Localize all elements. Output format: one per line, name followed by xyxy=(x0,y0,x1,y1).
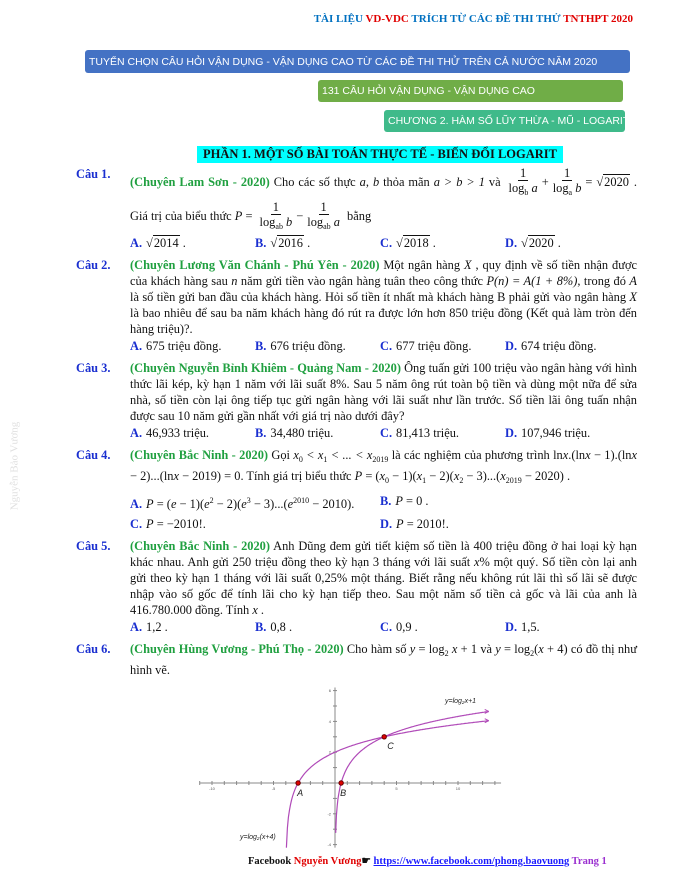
banner-collection-title: TUYỂN CHỌN CÂU HỎI VẬN DỤNG - VẬN DỤNG CAO TỪ CÁC ĐỀ THI THỬ TRÊN CẢ NƯỚC NĂM 2020 xyxy=(85,50,630,73)
text-segment: . Giá trị của biểu thức xyxy=(130,174,638,223)
answer-option-c[interactable] xyxy=(130,516,380,532)
math-segment: x xyxy=(500,469,506,483)
answer-row xyxy=(130,619,637,635)
math-segment: x xyxy=(474,555,480,569)
math-segment: P xyxy=(395,494,403,508)
answer-option-d[interactable] xyxy=(505,425,630,441)
math-segment: x xyxy=(562,448,569,462)
question-number: Câu 6. xyxy=(76,642,111,656)
text-segment: − 2010). xyxy=(309,497,355,511)
text-segment: . xyxy=(257,603,265,617)
fraction xyxy=(507,166,540,200)
answer-option-c[interactable] xyxy=(380,425,505,441)
answer-row xyxy=(130,425,637,441)
header-text-red: VD-VDC xyxy=(365,13,409,25)
text-segment: + 4) có đồ thị như hình vẽ. xyxy=(130,642,637,677)
radicand: 2014 xyxy=(153,236,179,250)
question-3 xyxy=(76,360,637,441)
text-segment: − 1)( xyxy=(176,497,205,511)
text-segment: Cho hàm số xyxy=(343,642,410,656)
text-segment: 1 xyxy=(272,200,279,214)
point-label: C xyxy=(387,740,394,751)
text-segment: 0,9 . xyxy=(396,620,418,634)
question-number: Câu 2. xyxy=(76,258,111,272)
text-segment: . xyxy=(303,236,311,250)
text-segment: % một quý. Số tiền còn lại anh gửi theo kỳ hạn 1 tháng với lãi suất 0,25% một tháng. Biết rằng nếu không rút lãi thì số lãi sẽ được nhập vào số gốc để tính lãi cho kỳ hạn tiếp theo. Sau một năm số tiền cả gốc và lãi của anh là 416.780.000 đồng. Tính xyxy=(130,555,637,617)
answer-row xyxy=(130,338,637,354)
radical-sign-icon: √ xyxy=(146,236,153,250)
answer-option-a[interactable] xyxy=(130,619,255,635)
math-segment: X xyxy=(629,290,637,304)
text-segment: . xyxy=(179,236,186,250)
y-tick-label: -4 xyxy=(327,842,331,848)
text-segment: Cho các số thực xyxy=(269,174,360,189)
text-segment: và xyxy=(484,174,505,189)
text-segment: , quy định về số tiền nhận được của khách hàng sau xyxy=(130,258,637,288)
question-6 xyxy=(76,641,637,678)
math-segment: < ... < x xyxy=(327,448,373,462)
math-segment: x xyxy=(453,469,460,483)
question-text xyxy=(130,257,637,337)
text-segment: 107,946 triệu. xyxy=(521,426,591,440)
question-number: Câu 4. xyxy=(76,448,111,462)
answer-label: D. xyxy=(380,517,393,531)
subscript: 0 xyxy=(385,476,390,485)
math-segment: A xyxy=(629,274,637,288)
subscript: a xyxy=(568,188,573,197)
denominator xyxy=(305,215,342,234)
superscript: 2010 xyxy=(293,496,310,505)
x-tick-label: 5 xyxy=(395,786,398,791)
question-list xyxy=(76,166,637,852)
answer-label: C. xyxy=(380,236,393,250)
footer-author: Nguyễn Vương xyxy=(293,856,362,867)
square-root xyxy=(146,235,180,251)
header-text: TÀI LIỆU xyxy=(313,13,366,25)
square-root xyxy=(270,235,304,251)
answer-label: C. xyxy=(130,517,143,531)
watermark: Nguyễn Bảo Vương xyxy=(8,421,21,511)
point-label: B xyxy=(340,788,347,798)
text-segment: Gọi xyxy=(268,448,294,462)
text-segment: năm gửi tiền vào ngân hàng tuân theo công thức xyxy=(237,274,487,288)
answer-option-d[interactable] xyxy=(380,516,630,532)
text-segment: = −2010!. xyxy=(153,517,206,531)
text-segment: − 3)...( xyxy=(463,469,501,483)
subscript: 1 xyxy=(323,455,328,464)
answer-option-d[interactable] xyxy=(505,338,630,354)
answer-label: D. xyxy=(505,339,518,353)
text-segment: − 2019) = 0. Tính giá trị biểu thức xyxy=(178,469,355,483)
text-segment: là bao nhiêu để sau ba năm khách hàng đó rút ra được lớn hơn 850 triệu đồng (Kết quả làm tròn đến hàng triệu)?. xyxy=(130,306,637,336)
math-segment: P xyxy=(146,517,154,531)
radical-sign-icon: √ xyxy=(270,236,278,250)
math-segment: n xyxy=(231,274,238,288)
subscript: ab xyxy=(323,222,331,231)
subscript: 2019 xyxy=(505,476,522,485)
question-2 xyxy=(76,257,637,354)
answer-row xyxy=(130,235,637,251)
math-segment: X xyxy=(464,258,472,272)
facebook-link[interactable]: https://www.facebook.com/phong.baovuong xyxy=(373,856,570,867)
text-segment: − 3)...( xyxy=(250,497,288,511)
answer-option-a[interactable] xyxy=(130,338,255,354)
answer-option-b[interactable] xyxy=(255,235,380,251)
math-segment: P xyxy=(354,469,363,483)
answer-label: D. xyxy=(505,426,518,440)
answer-option-a[interactable] xyxy=(130,493,380,512)
point-b xyxy=(339,781,343,785)
numerator xyxy=(271,200,281,215)
radicand: 2020 xyxy=(528,236,554,250)
y-tick-label: 6 xyxy=(328,688,331,694)
denominator xyxy=(551,181,584,200)
text-segment: 81,413 triệu. xyxy=(396,426,460,440)
fraction xyxy=(551,166,584,200)
math-segment: e xyxy=(241,497,247,511)
text-segment: = xyxy=(585,174,597,189)
text-segment: 1 xyxy=(320,200,327,214)
math-segment: x xyxy=(631,448,637,462)
math-segment: e xyxy=(287,497,294,511)
question-source: (Chuyên Bắc Ninh - 2020) xyxy=(130,539,270,553)
answer-label: A. xyxy=(130,236,143,250)
subscript: 0 xyxy=(298,455,303,464)
answer-label: B. xyxy=(380,494,392,508)
numerator xyxy=(562,166,572,181)
math-segment: P(n) = A(1 + 8%) xyxy=(486,274,578,288)
question-text xyxy=(130,538,637,618)
text-segment: 46,933 triệu. xyxy=(146,426,210,440)
superscript: 3 xyxy=(246,496,251,505)
text-segment: − 2)( xyxy=(426,469,454,483)
text-segment: + xyxy=(541,174,549,189)
text-segment: Anh Dũng đem gửi tiết kiệm số tiền là 400 triệu đồng ở hai loại kỳ hạn khác nhau. Anh gửi 250 triệu đồng theo kỳ hạn 3 tháng với lãi suất xyxy=(130,539,637,569)
answer-option-b[interactable] xyxy=(255,425,380,441)
math-segment: b xyxy=(282,215,293,229)
text-segment: 1 xyxy=(563,166,571,180)
text-segment: 0,8 . xyxy=(270,620,293,634)
answer-label: C. xyxy=(380,620,393,634)
text-segment: ( xyxy=(534,642,539,656)
answer-label: B. xyxy=(255,236,267,250)
text-segment: 675 triệu đồng. xyxy=(146,339,222,353)
text-segment: − 2)( xyxy=(213,497,242,511)
radical-sign-icon: √ xyxy=(521,236,528,250)
math-segment: P xyxy=(146,497,154,511)
radicand: 2020 xyxy=(604,174,629,189)
answer-row xyxy=(130,493,637,512)
pointing-hand-icon: ☛ xyxy=(361,856,374,867)
text-segment: Ông tuấn gửi 100 triệu vào ngân hàng với hình thức lãi kép, kỳ hạn 1 năm với lãi suất 8%. Sau 5 năm ông rút toàn bộ tiền và dùng một nữa để sửa nhà, số tiền còn lại ông tiếp tục gửi ngân hàng với lãi suất như lần trước. Số tiền lãi ông tuấn nhận được sau 10 năm gửi gần nhất với giá trị nào dưới đây? xyxy=(130,361,638,423)
question-number: Câu 1. xyxy=(76,167,111,181)
text-segment: + 1 và xyxy=(457,642,496,656)
text-segment: . xyxy=(429,236,436,250)
question-source: (Chuyên Lương Văn Chánh - Phú Yên - 2020) xyxy=(130,258,380,272)
math-segment: e xyxy=(170,497,177,511)
math-segment: x xyxy=(585,448,591,462)
numerator xyxy=(319,200,329,215)
math-segment: b xyxy=(572,181,582,195)
radical-sign-icon: √ xyxy=(396,236,403,250)
math-segment: y xyxy=(409,642,416,656)
answer-option-a[interactable] xyxy=(130,425,255,441)
point-a xyxy=(296,781,300,785)
answer-label: B. xyxy=(255,620,267,634)
math-segment: x xyxy=(379,469,386,483)
banner-question-count: 131 CÂU HỎI VẬN DỤNG - VẬN DỤNG CAO xyxy=(318,80,623,102)
denominator xyxy=(507,181,540,200)
numerator xyxy=(518,166,528,181)
answer-option-a[interactable] xyxy=(130,235,255,251)
log-graph-figure xyxy=(195,684,505,852)
y-tick-label: 2 xyxy=(328,749,331,755)
math-segment: x xyxy=(448,642,458,656)
text-segment: , trong đó xyxy=(577,274,630,288)
math-segment: a > b > 1 xyxy=(433,174,485,189)
question-text xyxy=(130,447,637,489)
text-segment: là số tiền gửi ban đầu của khách hàng. Hỏi số tiền ít nhất mà khách hàng B phải gửi vào ngân hàng xyxy=(130,290,630,304)
curve-label: y=log₂x+1 xyxy=(445,698,477,705)
text-segment: log xyxy=(552,181,569,195)
curve-log2x-plus-1 xyxy=(336,712,489,833)
subscript: 2 xyxy=(459,476,464,485)
answer-label: C. xyxy=(380,426,393,440)
document-header xyxy=(314,13,633,25)
answer-option-b[interactable] xyxy=(380,493,630,512)
math-segment: x xyxy=(538,642,544,656)
math-segment: x xyxy=(293,448,299,462)
answer-label: D. xyxy=(505,620,518,634)
math-segment: x xyxy=(252,603,258,617)
text-segment: log xyxy=(259,215,276,229)
page-number: Trang 1 xyxy=(569,856,607,867)
x-tick-label: -5 xyxy=(271,786,276,791)
math-segment: P xyxy=(234,208,243,223)
answer-option-d[interactable] xyxy=(505,235,630,251)
text-segment: = log xyxy=(500,642,531,656)
text-segment: log xyxy=(307,215,324,229)
square-root xyxy=(396,235,430,251)
banner-chapter: CHƯƠNG 2. HÀM SỐ LŨY THỪA - MŨ - LOGARIT xyxy=(384,110,625,132)
question-source: (Chuyên Bắc Ninh - 2020) xyxy=(130,448,269,462)
question-text xyxy=(130,360,637,424)
answer-label: A. xyxy=(130,620,143,634)
math-segment: b xyxy=(372,174,380,189)
text-segment: 1,5. xyxy=(521,620,540,634)
question-source: (Chuyên Hùng Vương - Phú Thọ - 2020) xyxy=(130,642,344,656)
subscript: 1 xyxy=(422,476,427,485)
answer-label: A. xyxy=(130,497,143,511)
question-text xyxy=(130,641,637,678)
text-segment: , xyxy=(365,174,373,189)
header-text-red: TNTHPT 2020 xyxy=(563,13,633,25)
math-segment: a xyxy=(359,174,366,189)
subscript: ab xyxy=(275,222,283,231)
text-segment: 1,2 . xyxy=(146,620,168,634)
question-source: (Chuyên Nguyễn Bỉnh Khiêm - Quảng Nam - 2020) xyxy=(130,361,401,375)
footer-label: Facebook xyxy=(248,856,294,867)
text-segment: = log xyxy=(415,642,445,656)
radicand: 2018 xyxy=(403,236,429,250)
answer-label: D. xyxy=(505,236,518,250)
point-label: A xyxy=(297,788,304,798)
math-segment: e xyxy=(204,497,210,511)
text-segment: = ( xyxy=(362,469,380,483)
math-segment: a xyxy=(330,215,340,229)
section-title: PHẦN 1. MỘT SỐ BÀI TOÁN THỰC TẾ - BIẾN ĐỔI LOGARIT xyxy=(197,146,563,163)
math-segment: a xyxy=(528,181,538,195)
x-tick-label: -10 xyxy=(209,786,215,791)
text-segment: log xyxy=(508,181,525,195)
question-4 xyxy=(76,447,637,532)
subscript: b xyxy=(524,188,529,197)
square-root xyxy=(596,174,630,190)
y-tick-label: 4 xyxy=(328,718,331,724)
math-segment: P xyxy=(396,517,404,531)
page-footer xyxy=(248,855,607,867)
text-segment: 676 triệu đồng. xyxy=(270,339,346,353)
square-root xyxy=(521,235,555,251)
math-segment: x xyxy=(173,469,179,483)
question-source: (Chuyên Lam Sơn - 2020) xyxy=(130,174,270,189)
radicand: 2016 xyxy=(278,236,303,250)
text-segment: = ( xyxy=(153,497,171,511)
subscript: 2019 xyxy=(372,455,389,464)
question-number: Câu 3. xyxy=(76,361,111,375)
header-text: TRÍCH TỪ CÁC ĐỀ THI THỬ xyxy=(408,13,564,25)
text-segment: . xyxy=(554,236,561,250)
text-segment: 674 triệu đồng. xyxy=(521,339,597,353)
text-segment: − xyxy=(296,208,304,223)
subscript: 2 xyxy=(444,649,449,658)
x-tick-label: 10 xyxy=(455,786,461,791)
text-segment: − 1)( xyxy=(389,469,417,483)
text-segment: là các nghiệm của phương trình ln xyxy=(388,448,563,462)
answer-label: B. xyxy=(255,339,267,353)
fraction xyxy=(305,200,342,234)
answer-option-d[interactable] xyxy=(505,619,630,635)
answer-option-b[interactable] xyxy=(255,338,380,354)
fraction xyxy=(258,200,295,234)
text-segment: = 0 . xyxy=(402,494,429,508)
answer-option-b[interactable] xyxy=(255,619,380,635)
denominator xyxy=(258,215,295,234)
text-segment: bằng xyxy=(343,208,372,223)
curve-label: y=log₂(x+4) xyxy=(240,834,276,841)
text-segment: 677 triệu đồng. xyxy=(396,339,472,353)
text-segment: .(ln xyxy=(568,448,586,462)
answer-label: B. xyxy=(255,426,267,440)
answer-label: A. xyxy=(130,426,143,440)
math-segment: y xyxy=(495,642,501,656)
answer-option-c[interactable] xyxy=(380,619,505,635)
answer-label: C. xyxy=(380,339,393,353)
text-segment: − 2)...(ln xyxy=(130,469,174,483)
answer-option-c[interactable] xyxy=(380,235,505,251)
text-segment: thỏa mãn xyxy=(379,174,434,189)
math-segment: < x xyxy=(302,448,324,462)
text-segment: 34,480 triệu. xyxy=(270,426,334,440)
radical-sign-icon: √ xyxy=(596,174,604,189)
question-5 xyxy=(76,538,637,635)
text-segment: − 1).(ln xyxy=(590,448,632,462)
question-1 xyxy=(76,166,637,251)
text-segment: Một ngân hàng xyxy=(379,258,464,272)
answer-label: A. xyxy=(130,339,143,353)
text-segment: − 2020) . xyxy=(521,469,571,483)
y-tick-label: -2 xyxy=(327,811,331,817)
text-segment: 1 xyxy=(520,166,527,180)
text-segment: = xyxy=(242,208,256,223)
answer-row xyxy=(130,516,637,532)
question-text xyxy=(130,166,637,234)
superscript: 2 xyxy=(209,496,214,505)
answer-option-c[interactable] xyxy=(380,338,505,354)
question-number: Câu 5. xyxy=(76,539,111,553)
subscript: 2 xyxy=(530,649,535,658)
point-c xyxy=(382,735,386,739)
math-segment: x xyxy=(416,469,423,483)
text-segment: = 2010!. xyxy=(403,517,449,531)
